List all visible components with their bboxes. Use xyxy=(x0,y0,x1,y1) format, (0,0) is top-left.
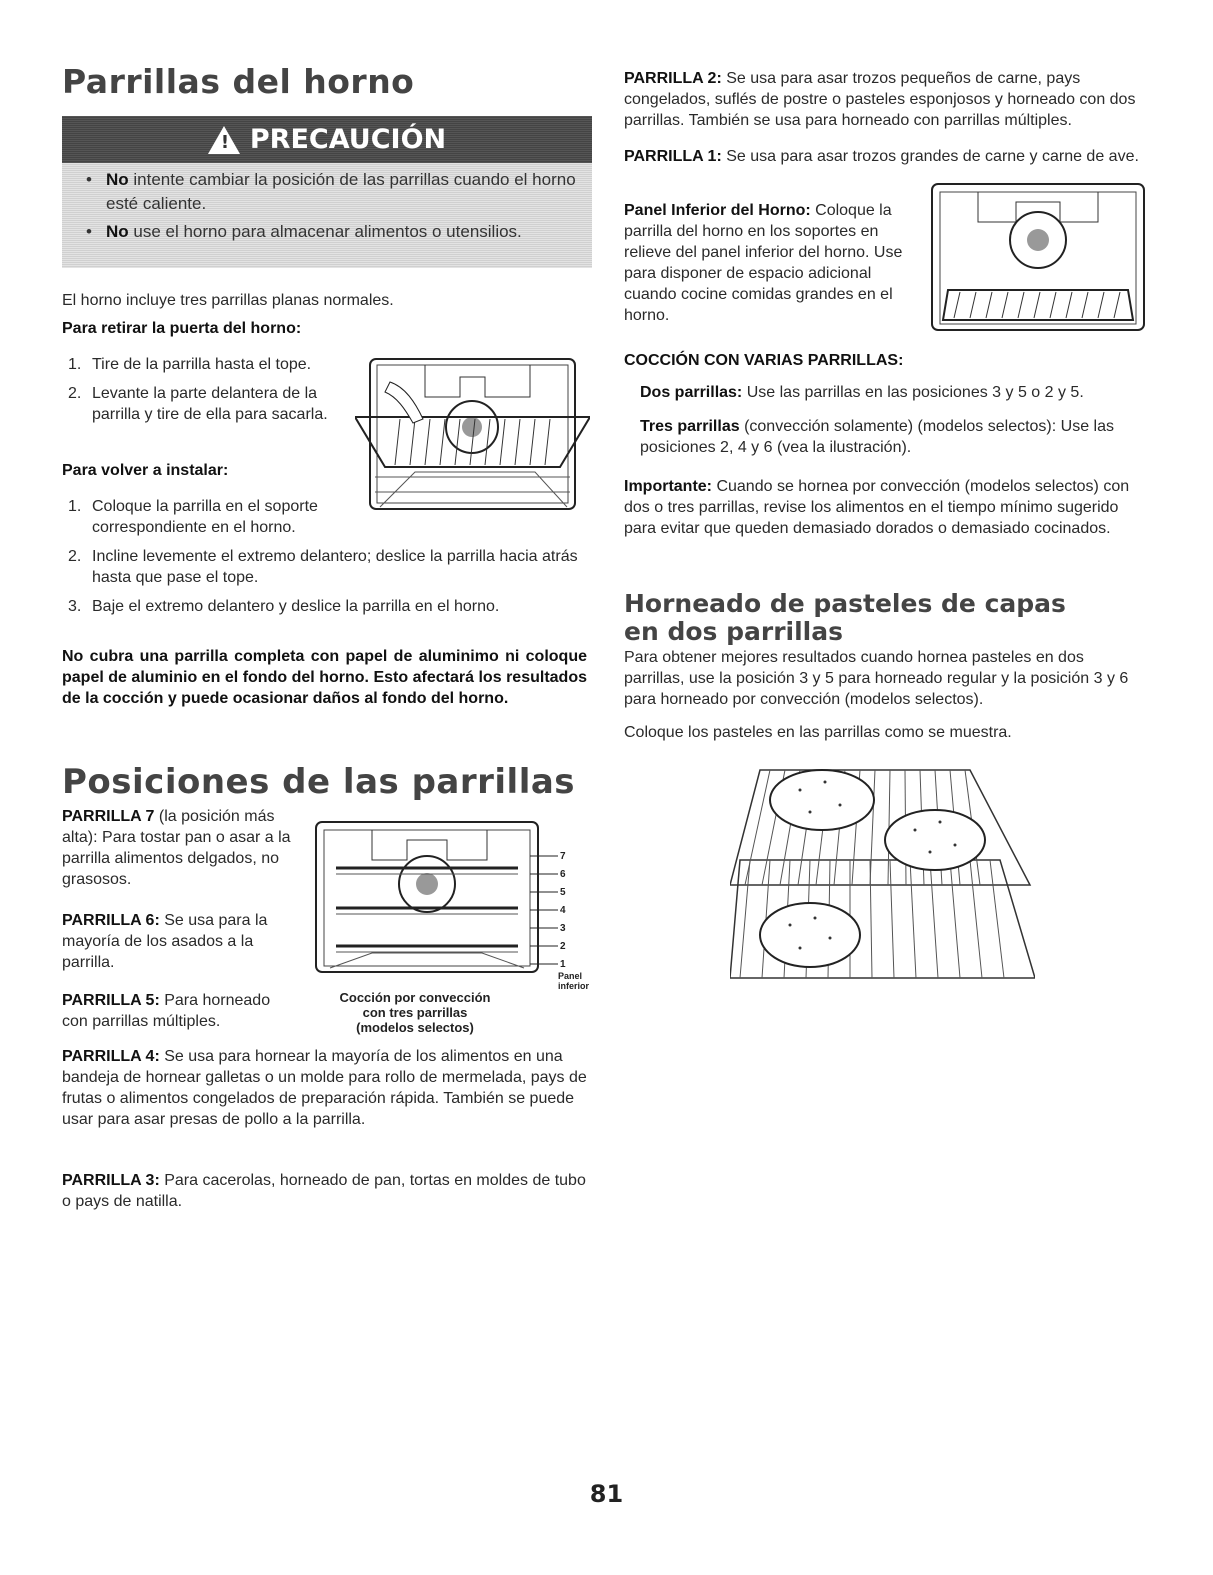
cakes-title: Horneado de pasteles de capas en dos parrillas xyxy=(624,589,1066,646)
cakes-paragraph-2: Coloque los pasteles en las parrillas como se muestra. xyxy=(624,724,1012,741)
section-title-posiciones: Posiciones de las parrillas xyxy=(62,762,576,802)
bottom-panel-label: Panel inferior xyxy=(558,971,590,991)
caution-header xyxy=(62,116,592,163)
list-item: 3. Baje el extremo delantero y deslice la parrilla en el horno. xyxy=(68,598,500,615)
rack-number: 4 xyxy=(560,905,566,916)
cakes-paragraph-1: Para obtener mejores resultados cuando hornea pasteles en dos parrillas, use la posición 3 y 5 para horneado regular y la posición 3 y 6 para horneado por convección (modelos selectos). xyxy=(624,649,1129,708)
rack7-text: PARRILLA 7 (la posición más alta): Para tostar pan o asar a la parrilla alimentos delgados, no grasosos. xyxy=(62,808,291,888)
foil-warning: No cubra una parrilla completa con papel de aluminimo ni coloque papel de aluminio en el fondo del horno. Esto afectará los resultados de la cocción y puede ocasionar daños al fondo del horno. xyxy=(62,648,587,707)
multi-rack-heading: COCCIÓN CON VARIAS PARRILLAS: xyxy=(624,352,904,369)
caution-box xyxy=(62,116,592,268)
rack5-text: PARRILLA 5: Para horneado con parrillas múltiples. xyxy=(62,992,271,1030)
caution-item: • No intente cambiar la posición de las parrillas cuando el horno esté caliente. xyxy=(80,168,580,216)
remove-heading: Para retirar la puerta del horno: xyxy=(62,320,302,337)
list-item: 2. Levante la parte delantera de la parrilla y tire de ella para sacarla. xyxy=(68,385,328,423)
bottom-panel-text: Panel Inferior del Horno: Coloque la parrilla del horno en los soportes en relieve del panel inferior del horno. Use para disponer de espacio adicional cuando cocine comidas grandes en el horno. xyxy=(624,202,903,324)
rack-number: 2 xyxy=(560,941,566,952)
caution-title: PRECAUCIÓN xyxy=(249,124,447,155)
rack-number: 5 xyxy=(560,887,566,898)
rack-positions-illustration xyxy=(312,818,562,978)
rack-positions-caption: Cocción por convección con tres parrillas (modelos selectos) xyxy=(339,990,491,1035)
warning-triangle-icon: ! xyxy=(208,126,240,154)
rack2-text: PARRILLA 2: Se usa para asar trozos pequeños de carne, pays congelados, suflés de postre o pasteles esponjosos y horneado con dos parrillas. También se usa para horneado con parrillas múltiples. xyxy=(624,70,1136,129)
rack4-text: PARRILLA 4: Se usa para hornear la mayoría de los alimentos en una bandeja de hornear galletas o un molde para rollo de mermelada, pays de frutas o alimentos congelados de preparación rápida. También se puede usar para asar presas de pollo a la parrilla. xyxy=(62,1048,587,1128)
caution-list xyxy=(80,168,580,248)
rack6-text: PARRILLA 6: Se usa para la mayoría de los asados a la parrilla. xyxy=(62,912,268,971)
caution-item: • No use el horno para almacenar alimentos o utensilios. xyxy=(80,220,580,244)
cakes-on-racks-illustration xyxy=(730,760,1035,985)
rack-number: 1 xyxy=(560,959,566,970)
list-item: 1. Tire de la parrilla hasta el tope. xyxy=(68,356,312,373)
reinstall-heading: Para volver a instalar: xyxy=(62,462,229,479)
list-item: 2. Incline levemente el extremo delantero; deslice la parrilla hacia atrás hasta que pase el tope. xyxy=(68,548,578,586)
three-racks-text: Tres parrillas (convección solamente) (modelos selectos): Use las posiciones 2, 4 y 6 (vea la ilustración). xyxy=(640,418,1114,456)
page-number: 81 xyxy=(589,1480,624,1508)
rack-number: 6 xyxy=(560,869,566,880)
remove-steps xyxy=(68,354,338,433)
reinstall-steps xyxy=(68,496,578,625)
bottom-panel-illustration xyxy=(928,180,1148,335)
intro-text: El horno incluye tres parrillas planas normales. xyxy=(62,292,394,309)
rack1-text: PARRILLA 1: Se usa para asar trozos grandes de carne y carne de ave. xyxy=(624,148,1139,165)
rack-number: 7 xyxy=(560,851,566,862)
section-title-parrillas: Parrillas del horno xyxy=(62,62,415,101)
important-text: Importante: Cuando se hornea por convección (modelos selectos) con dos o tres parrillas, revise los alimentos en el tiempo mínimo sugerido para evitar que queden demasiado dorados o demasiado cocinados. xyxy=(624,478,1130,537)
rack-number: 3 xyxy=(560,923,566,934)
list-item: 1. Coloque la parrilla en el soporte correspondiente en el horno. xyxy=(68,498,318,536)
rack-removal-illustration xyxy=(355,357,590,512)
two-racks-text: Dos parrillas: Use las parrillas en las posiciones 3 y 5 o 2 y 5. xyxy=(640,384,1084,401)
rack3-text: PARRILLA 3: Para cacerolas, horneado de pan, tortas en moldes de tubo o pays de natilla. xyxy=(62,1172,586,1210)
